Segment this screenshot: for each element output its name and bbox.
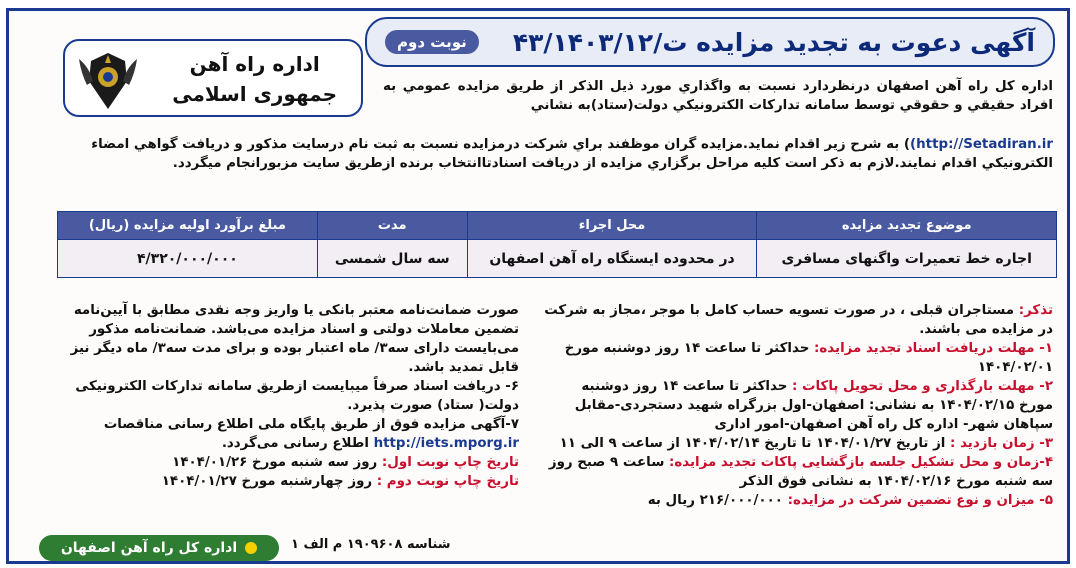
note-text: مستاجران قبلی ، در صورت تسویه حساب کامل با موجر ،مجاز به شرکت در مزایده می باشند. bbox=[544, 303, 1053, 337]
item-7-tail: اطلاع رسانی می‌گردد. bbox=[221, 436, 374, 451]
table-row bbox=[58, 240, 1057, 278]
item-3-text: از تاریخ ۱۴۰۴/۰۱/۲۷ تا تاریخ ۱۴۰۴/۰۲/۱۴ از ساعت ۹ الی ۱۱ bbox=[559, 436, 951, 451]
item-1-label: ۱- مهلت دریافت اسناد تجدید مزایده: bbox=[814, 341, 1053, 356]
intro-text-2: ) به شرح زير اقدام نمايد.مزايده گران موظفند براي شركت درمزايده نسبت به ثبت نام درسايت مذكور و دريافت گواهي امضاء الكترونيكي اقدام نمايند.لازم به ذکر است کليه مراحل برگزاري مزايده از دريافت اسنادتاانتخاب برنده ازطريق سايت مزبورانجام ميگردد. bbox=[91, 137, 1053, 171]
footer-org: اداره کل راه آهن اصفهان bbox=[60, 540, 238, 556]
table-header: محل اجراء bbox=[467, 212, 757, 240]
advertisement-frame bbox=[6, 8, 1070, 564]
intro-text-1: اداره کل راه آهن اصفهان درنظردارد نسبت به واگذاري مورد ذيل الذکر از طريق مزايده عمومي به افراد حقيقي و حقوقي توسط سامانه تداركات الكترونيكي دولت(ستاد)به نشاني bbox=[383, 79, 1053, 113]
item-4 bbox=[543, 453, 1053, 491]
item-2 bbox=[543, 377, 1053, 434]
table-header: مدت bbox=[317, 212, 467, 240]
intro-paragraph bbox=[383, 77, 1053, 115]
item-4-text: ساعت ۹ صبح روز سه شنبه مورخ ۱۴۰۴/۰۲/۱۶ به نشانی فوق الذکر bbox=[548, 455, 1053, 489]
item-5-text: ۲۱۶/۰۰۰/۰۰۰ ریال به bbox=[647, 493, 788, 508]
serial-number: شناسه ۱۹۰۹۶۰۸ م الف ۱ bbox=[291, 537, 451, 552]
item-3-label: ۳- زمان بازدید : bbox=[950, 436, 1053, 451]
item-4-label: ۴-زمان و محل تشکیل جلسه بازگشایی پاکات تجدید مزایده: bbox=[669, 455, 1053, 470]
round-badge: نوبت دوم bbox=[385, 30, 479, 54]
item-3 bbox=[543, 434, 1053, 453]
item-7 bbox=[39, 415, 519, 453]
org-name bbox=[172, 49, 337, 109]
table-cell: ۴/۳۲۰/۰۰۰/۰۰۰ bbox=[58, 240, 318, 278]
item-7-text: ۷-آگهی مزایده فوق از طریق پایگاه ملی اطلاع رسانی مناقصات bbox=[103, 417, 519, 432]
table-cell: سه سال شمسی bbox=[317, 240, 467, 278]
left-column bbox=[39, 301, 519, 491]
note-label: تذکر: bbox=[1018, 303, 1053, 318]
item-6-text: ۶- دریافت اسناد صرفاً میبایست ازطریق سامانه تدارکات الکترونیکی دولت( ستاد) صورت پذیرد. bbox=[75, 379, 519, 413]
item-1 bbox=[543, 339, 1053, 377]
print-date-2 bbox=[39, 472, 519, 491]
item-5 bbox=[543, 491, 1053, 510]
right-column bbox=[543, 301, 1053, 510]
org-name-line2: جمهوری اسلامی bbox=[172, 82, 337, 106]
iets-link[interactable]: http://iets.mporg.ir bbox=[373, 436, 519, 451]
item-2-text: حداکثر تا ساعت ۱۴ روز دوشنبه مورخ ۱۴۰۴/۰۲/۱۵ به نشانی: اصفهان-اول بزرگراه شهید دستجردی-مقابل سپاهان شهر- اداره کل راه آهن اصفهان-امور اداری bbox=[574, 379, 1053, 432]
auction-table bbox=[57, 211, 1057, 278]
table-cell: اجاره خط تعمیرات واگنهای مسافری bbox=[757, 240, 1057, 278]
item-6 bbox=[39, 377, 519, 415]
table-header: مبلغ برآورد اولیه مزایده (ریال) bbox=[58, 212, 318, 240]
item-5-label: ۵- میزان و نوع تضمین شرکت در مزایده: bbox=[787, 493, 1053, 508]
guarantee-paragraph: صورت ضمانت‌نامه معتبر بانکی یا واریز وجه نقدی مطابق با آیین‌نامه تضمین معاملات دولتی و اسناد مزایده می‌باشد. ضمانت‌نامه مذکور می‌بایست دارای سه۳/ ماه اعتبار بوده و برای مدت سه۳/ ماه دیگر نیز قابل تمدید باشد. bbox=[70, 303, 519, 375]
page-title: آگهی دعوت به تجدید مزایده ت/۴۳/۱۴۰۳/۱۲ bbox=[512, 27, 1035, 57]
org-name-line1: اداره راه آهن bbox=[189, 52, 320, 76]
print-date-1-value: روز سه شنبه مورخ ۱۴۰۴/۰۱/۲۶ bbox=[172, 455, 382, 470]
print-date-2-value: روز چهارشنبه مورخ ۱۴۰۴/۰۱/۲۷ bbox=[161, 474, 377, 489]
railway-emblem-icon bbox=[75, 47, 141, 113]
bullet-icon bbox=[245, 542, 257, 554]
print-date-2-label: تاریخ چاپ نوبت دوم : bbox=[376, 474, 519, 489]
print-date-1 bbox=[39, 453, 519, 472]
title-bar bbox=[365, 17, 1055, 67]
print-date-1-label: تاریخ چاپ نوبت اول: bbox=[381, 455, 519, 470]
table-header-row bbox=[58, 212, 1057, 240]
table-cell: در محدوده ایستگاه راه آهن اصفهان bbox=[467, 240, 757, 278]
item-2-label: ۲- مهلت بارگذاری و محل تحویل پاکات : bbox=[792, 379, 1053, 394]
footer-org-bar bbox=[39, 535, 279, 561]
table-header: موضوع تجدید مزایده bbox=[757, 212, 1057, 240]
setadiran-link[interactable]: (http://Setadiran.ir bbox=[910, 137, 1053, 152]
intro-paragraph-continued bbox=[23, 135, 1053, 173]
item-1-text: حداکثر تا ساعت ۱۴ روز دوشنبه مورخ ۱۴۰۴/۰۲/۰۱ bbox=[564, 341, 1053, 375]
note bbox=[543, 301, 1053, 339]
org-box bbox=[63, 39, 363, 117]
